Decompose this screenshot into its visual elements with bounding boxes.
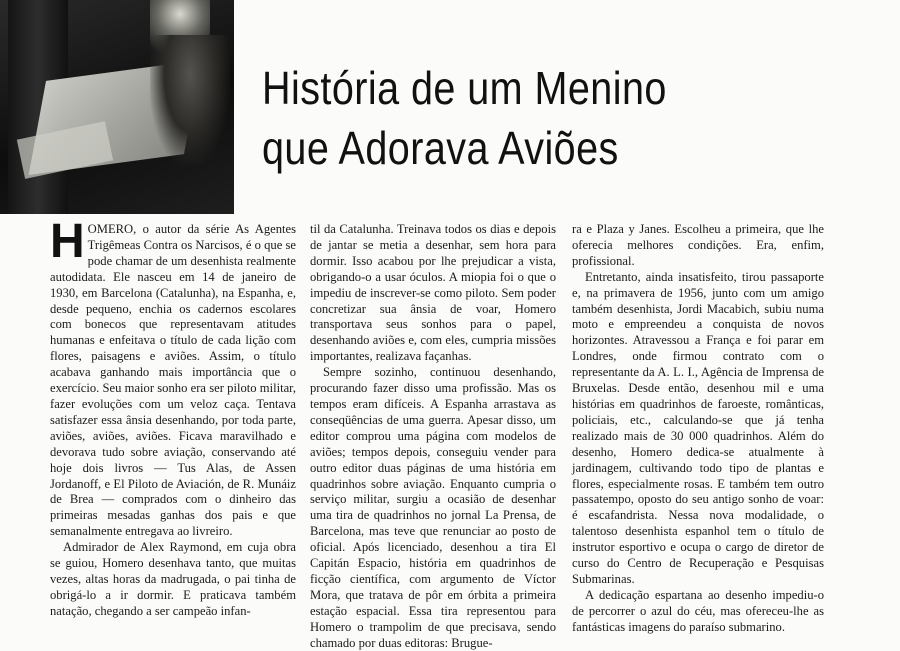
- paragraph: A dedicação espartana ao desenho impediu-o de percorrer o azul do céu, mas ofereceu-lhe as fantásticas imagens do paraíso submarino.: [572, 587, 824, 634]
- paragraph: Sempre sozinho, continuou desenhando, procurando fazer disso uma profissão. Mas os tempos eram difíceis. A Espanha arrastava as conseqüências de uma guerra. Apesar disso, um editor comprou uma página com modelos de aviões; tempos depois, conseguiu vender para outro editor duas páginas de uma história em quadrinhos sobre aviação. Enquanto cumpria o serviço militar, surgiu a ocasião de desenhar uma tira de quadrinhos no jornal La Prensa, de Barcelona, mas teve que renunciar ao posto de oficial. Após licenciado, desenhou a tira El Capitán Espacio, história em quadrinhos de ficção científica, com argumento de Víctor Mora, que tratava de pôr em órbita a primeira estação espacial. Essa tira representou para Homero o trampolim de que precisava, sendo chamado por duas editoras: Brugue-: [310, 365, 556, 650]
- drop-cap: H: [50, 215, 85, 268]
- column-1: [50, 215, 296, 620]
- paragraph: Entretanto, ainda insatisfeito, tirou passaporte e, na primavera de 1956, junto com um amigo também desenhista, Jordi Macabich, subiu numa moto e empreendeu a conquista de novos horizontes. Atravessou a França e foi parar em Londres, onde firmou contrato com o representante da A. L. I., Agência de Imprensa de Bruxelas. Desde então, desenhou mil e uma histórias em quadrinhos de faroeste, românticas, policiais, etc., calculando-se que já tenha realizado mais de 30 000 quadrinhos. Além do desenho, Homero dedica-se atualmente à jardinagem, cultivando todo tipo de plantas e flores, especialmente rosas. E também tem outro passatempo, oposto do seu antigo sonho de voar: é escafandrista. Nessa nova modalidade, o talentoso desenhista espanhol tem o título de instrutor esportivo e ocupa o cargo de diretor de curso do Centro de Recuperação e Pesquisas Submarinas.: [572, 269, 824, 586]
- paragraph: [50, 215, 296, 540]
- artist-photo: [0, 0, 234, 214]
- title-line-2: que Adorava Aviões: [262, 122, 619, 174]
- paragraph: til da Catalunha. Treinava todos os dias e depois de jantar se metia a desenhar, sem hora para dormir. Isso acabou por lhe prejudicar a vista, obrigando-o a usar óculos. A miopia foi o que o impediu de inscrever-se como piloto. Sem poder concretizar sua ânsia de voar, Homero transportava seus sonhos para o papel, desenhando aviões e, com eles, cumpria missões importantes, realizava façanhas.: [310, 222, 556, 364]
- paragraph: ra e Plaza y Janes. Escolheu a primeira, que lhe oferecia melhores condições. Era, enfim, profissional.: [572, 222, 824, 268]
- title-line-1: História de um Menino: [262, 62, 667, 114]
- paragraph: Admirador de Alex Raymond, em cuja obra se guiou, Homero desenhava tanto, que muitas vezes, altas horas da madrugada, o pai tinha de obrigá-lo a ir dormir. E praticava também natação, chegando a ser campeão infan-: [50, 540, 296, 618]
- column-3: [572, 222, 824, 636]
- paragraph-text: OMERO, o autor da série As Agentes Trigêmeas Contra os Narcisos, é o que se pode chamar de um desenhista realmente autodidata. Ele nasceu em 14 de janeiro de 1930, em Barcelona (Catalunha), na Espanha, e, desde pequeno, enchia os cadernos escolares com bonecos que representavam atitudes humanas e enfeitava o título de cada lição com flores, paisagens e aviões. Assim, o título acabava ganhando mais importância que o exercício. Seu maior sonho era ser piloto militar, fazer evoluções com um veloz caça. Tentava satisfazer essa ânsia desenhando, por toda parte, aviões, aviões, aviões. Ficava maravilhado e devorava tudo sobre aviação, conservando até hoje dois livros — Tus Alas, de Assen Jordanoff, e El Piloto de Aviación, de R. Munáiz de Brea — comprados com o dinheiro das primeiras mesadas ganhas dos pais e que semanalmente entregava ao livreiro.: [50, 222, 296, 539]
- article-title: [262, 58, 667, 178]
- column-2: [310, 222, 556, 651]
- artist-figure: [150, 35, 230, 165]
